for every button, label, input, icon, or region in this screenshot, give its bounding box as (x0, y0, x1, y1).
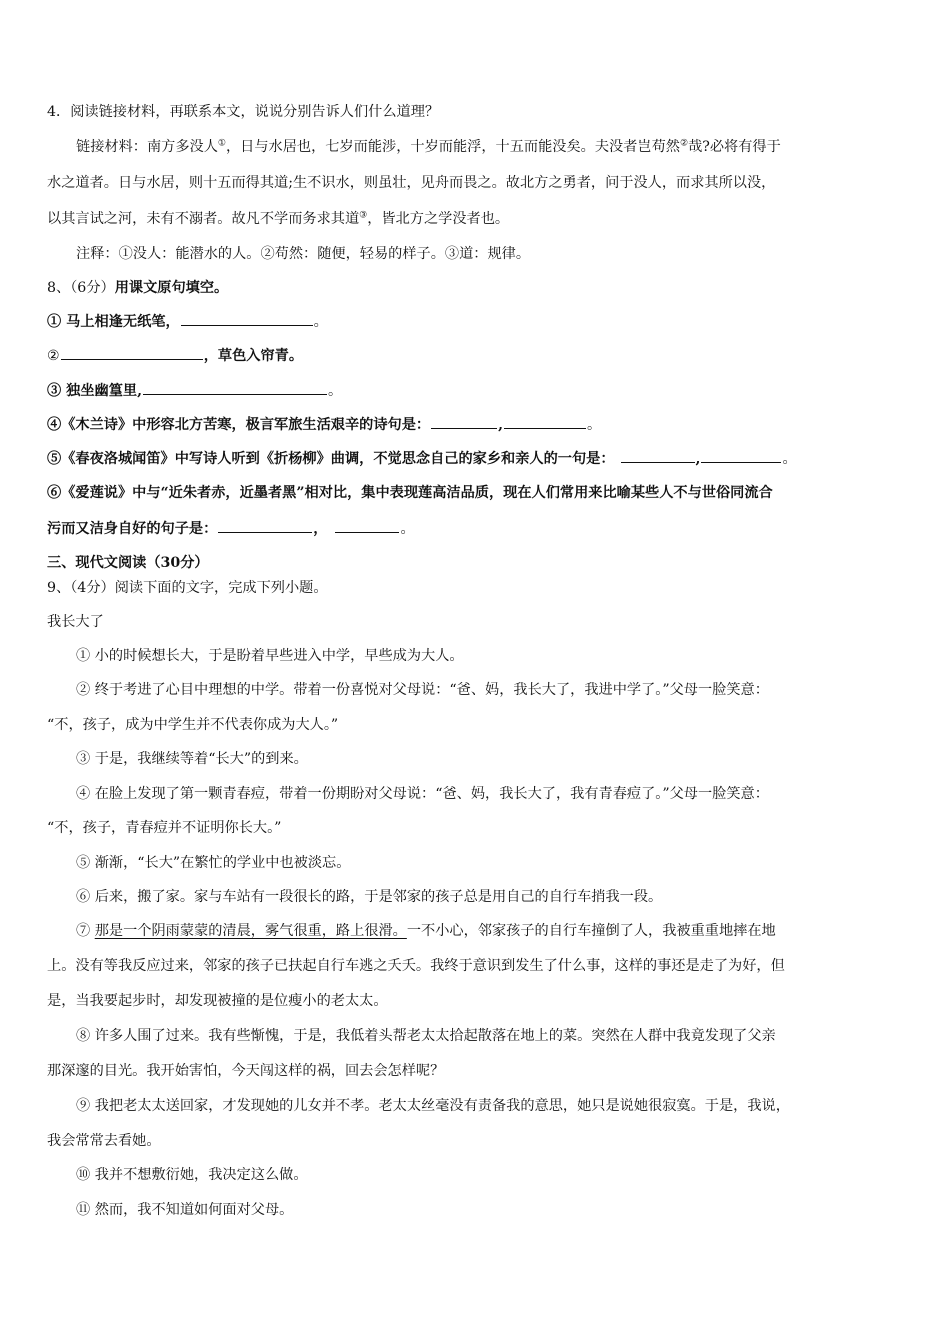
article-paragraph: 我会常常去看她。 (47, 1133, 161, 1149)
article-paragraph: ⑩ 我并不想敷衍她，我决定这么做。 (76, 1167, 308, 1183)
fill-blank[interactable] (621, 448, 695, 463)
article-paragraph: ③ 于是，我继续等着“长大”的到来。 (76, 751, 308, 767)
q4-link-line-3: 以其言试之河，未有不溺者。故凡不学而务求其道③，皆北方之学没者也。 (47, 210, 510, 227)
fill-blank[interactable] (218, 518, 312, 533)
article-paragraph: 是，当我要起步时，却发现被撞的是位瘦小的老太太。 (47, 993, 388, 1009)
underlined-sentence: 那是一个阴雨蒙蒙的清晨，雾气很重，路上很滑。 (94, 923, 407, 939)
q4-title: 4．阅读链接材料，再联系本文，说说分别告诉人们什么道理？ (47, 104, 440, 120)
q8-item-1: ① 马上相逢无纸笔， 。 (47, 311, 328, 332)
article-paragraph: 那深邃的目光。我开始害怕，今天闯这样的祸，回去会怎样呢？ (47, 1063, 445, 1079)
q4-note: 注释：①没人：能潜水的人。②苟然：随便，轻易的样子。③道：规律。 (76, 246, 531, 262)
article-paragraph: 上。没有等我反应过来，邻家的孩子已扶起自行车逃之夭夭。我终于意识到发生了什么事，这样的事还是走了为好，但 (47, 958, 785, 974)
article-paragraph: “不，孩子，青春痘并不证明你长大。” (47, 820, 282, 836)
article-paragraph: “不，孩子，成为中学生并不代表你成为大人。” (47, 717, 339, 733)
fill-blank[interactable] (143, 380, 327, 395)
q4-link-line-1: 链接材料：南方多没人①，日与水居也，七岁而能涉，十岁而能浮，十五而能没矣。夫没者岂苟然②哉?必将有得于 (76, 138, 781, 155)
q4-link-line-2: 水之道者。日与水居，则十五而得其道;生不识水，则虽壮，见舟而畏之。故北方之勇者，问于没人，而求其所以没， (47, 175, 776, 191)
fill-blank[interactable] (701, 448, 781, 463)
article-paragraph: ⑥ 后来，搬了家。家与车站有一段很长的路，于是邻家的孩子总是用自己的自行车捎我一段。 (76, 889, 663, 905)
section-heading: 三、现代文阅读（30分） (47, 555, 209, 571)
q8-item-3: ③ 独坐幽篁里, 。 (47, 380, 342, 401)
article-paragraph: ① 小的时候想长大，于是盼着早些进入中学，早些成为大人。 (76, 648, 464, 664)
q8-item-5: ⑤《春夜洛城闻笛》中写诗人听到《折杨柳》曲调，不觉思念自己的家乡和亲人的一句是： , 。 (47, 448, 797, 469)
q8-item-2: ② ，草色入帘青。 (47, 345, 303, 366)
fill-blank[interactable] (61, 345, 203, 360)
article-paragraph: ⑨ 我把老太太送回家，才发现她的儿女并不孝。老太太丝毫没有责备我的意思，她只是说她很寂寞。于是，我说， (76, 1098, 790, 1114)
article-title: 我长大了 (47, 614, 104, 630)
article-paragraph: ⑧ 许多人围了过来。我有些惭愧，于是，我低着头帮老太太拾起散落在地上的菜。突然在人群中我竟发现了父亲 (76, 1028, 776, 1044)
article-paragraph: ② 终于考进了心目中理想的中学。带着一份喜悦对父母说：“爸、妈，我长大了，我进中学了。”父母一脸笑意： (76, 682, 769, 698)
article-paragraph: ⑦ 那是一个阴雨蒙蒙的清晨，雾气很重，路上很滑。一不小心，邻家孩子的自行车撞倒了人，我被重重地摔在地 (76, 923, 776, 939)
article-paragraph: ④ 在脸上发现了第一颗青春痘，带着一份期盼对父母说：“爸、妈，我长大了，我有青春痘了。”父母一脸笑意： (76, 786, 769, 802)
q8-item-6-line-2: 污而又洁身自好的句子是： ， 。 (47, 518, 415, 539)
q8-item-6-line-1: ⑥《爱莲说》中与“近朱者赤，近墨者黑”相对比，集中表现莲高洁品质，现在人们常用来比喻某些人不与世俗同流合 (47, 485, 773, 501)
fill-blank[interactable] (181, 311, 313, 326)
q9-title: 9、（4分）阅读下面的文字，完成下列小题。 (47, 580, 328, 596)
fill-blank[interactable] (431, 414, 497, 429)
fill-blank[interactable] (504, 414, 586, 429)
q8-item-4: ④《木兰诗》中形容北方苦寒，极言军旅生活艰辛的诗句是： , 。 (47, 414, 601, 435)
fill-blank[interactable] (335, 518, 399, 533)
article-paragraph: ⑤ 渐渐，“长大”在繁忙的学业中也被淡忘。 (76, 855, 351, 871)
q8-title: 8、（6分）用课文原句填空。 (47, 280, 229, 296)
article-paragraph: ⑪ 然而，我不知道如何面对父母。 (76, 1202, 294, 1218)
